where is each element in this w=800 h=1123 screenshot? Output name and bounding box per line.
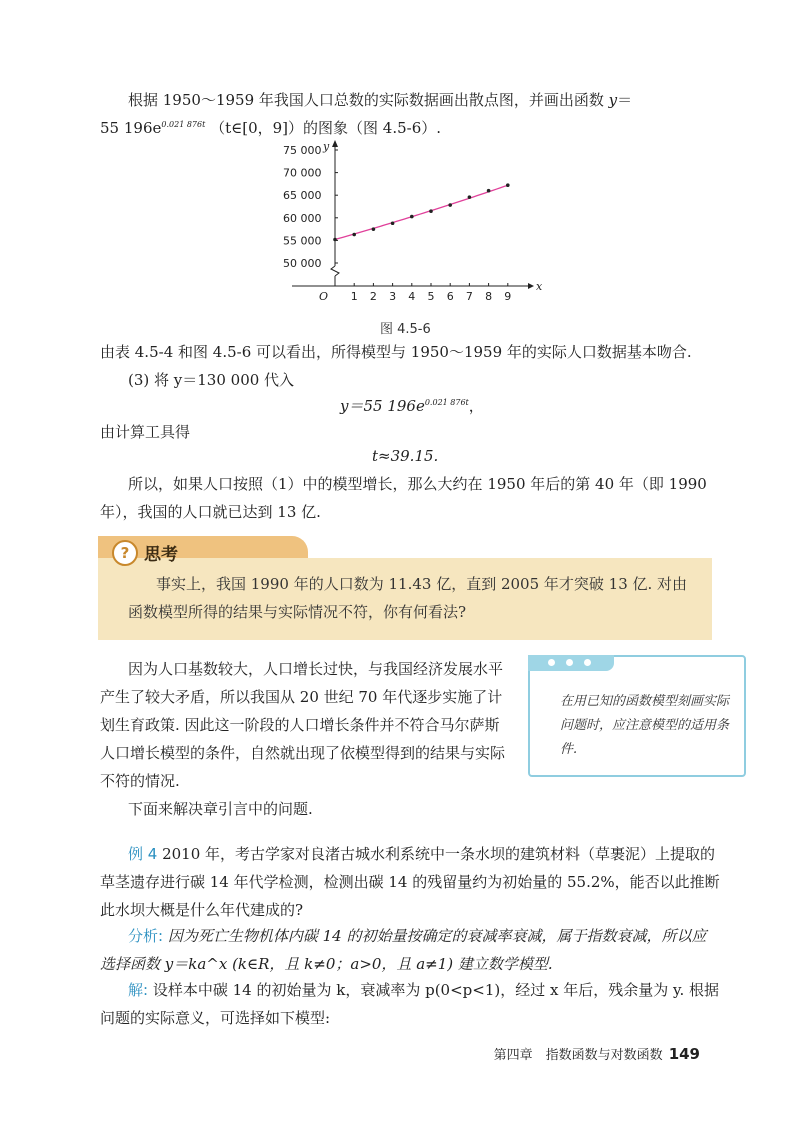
y-tick-label: 70 000 [283,166,322,180]
population-scatter-chart [280,140,543,310]
intro-y: y [608,91,618,109]
intro-line2 [100,114,441,142]
y-tick-label: 65 000 [283,189,322,203]
example4-paragraph [100,840,720,924]
step3-line: (3) 将 y＝130 000 代入 [128,371,295,389]
solution-label: 解: [128,981,149,999]
data-point [487,189,491,193]
data-point [410,215,414,219]
data-point [429,209,433,213]
data-point [506,183,510,187]
so-paragraph: 所以，如果人口按照（1）中的模型增长，那么大约在 1950 年后的第 40 年（即 1990 年），我国的人口就已达到 13 亿. [100,475,707,521]
note-dot-icon [548,659,555,666]
page-footer [494,1044,700,1063]
analysis-label: 分析: [128,927,164,945]
y-axis-label: y [323,140,330,153]
y-tick-label: 50 000 [283,257,322,270]
step3-eq-exp: 0.021 876t [424,398,469,407]
x-tick-label: 2 [369,290,377,303]
side-note-text: 在用已知的函数模型刻画实际问题时，应注意模型的适用条件. [560,694,730,757]
data-point [448,203,452,207]
result-line: t≈39.15. [372,447,439,465]
explain-paragraph: 因为人口基数较大，人口增长过快，与我国经济发展水平产生了较大矛盾，所以我国从 20 世纪 70 年代逐步实施了计划生育政策. 因此这一阶段的人口增长条件并不符合马尔萨斯人口增长模型的条件，自然就出现了依模型得到的结果与实际不符的情况. [100,660,506,790]
step3-eq-end: ， [468,397,484,415]
origin-label: O [319,290,329,303]
intro-paragraph [128,86,718,114]
intro-rest: （t∈[0，9]）的图象（图 4.5-6）. [210,119,442,137]
analysis-text: 因为死亡生物机体内碳 14 的初始量按确定的衰减率衰减，属于指数衰减，所以应选择函数 y＝ka^x (k∈R，且 k≠0；a>0，且 a≠1) 建立数学模型. [100,927,707,973]
solution-text: 设样本中碳 14 的初始量为 k，衰减率为 p(0<p<1)，经过 x 年后，残余量为 y. 根据问题的实际意义，可选择如下模型: [100,981,720,1027]
question-icon: ? [112,540,138,566]
data-point [372,227,376,231]
intro-base: 55 196e [100,119,162,137]
x-tick-label: 7 [465,290,473,303]
example4-label: 例 4 [128,845,158,863]
analysis-paragraph [100,922,720,978]
solution-paragraph [100,976,720,1032]
x-tick-label: 3 [389,290,397,303]
page-number: 149 [668,1045,700,1063]
note-dot-icon [584,659,591,666]
intro-eq: ＝ [617,91,633,109]
chapter-title: 第四章 指数函数与对数函数 [493,1048,663,1063]
figure-caption: 图 4.5-6 [380,322,431,337]
example4-text: 2010 年，考古学家对良渚古城水利系统中一条水坝的建筑材料（草裹泥）上提取的草茎遗存进行碳 14 年代学检测，检测出碳 14 的残留量约为初始量的 55.2%，能否以此推断此水坝大概是什么年代建成的? [100,845,720,919]
data-point [333,238,337,242]
think-title: 思考 [144,545,178,565]
think-text: 事实上，我国 1990 年的人口数为 11.43 亿，直到 2005 年才突破 13 亿. 对由函数模型所得的结果与实际情况不符，你有何看法? [128,575,688,621]
x-tick-label: 6 [446,290,454,303]
data-point [468,195,472,199]
y-tick-label: 75 000 [283,144,322,157]
x-tick-label: 1 [350,290,358,303]
y-axis-break [331,266,339,276]
x-tick-label: 4 [408,290,416,303]
note-dot-icon [566,659,573,666]
conclusion-text: 由表 4.5-4 和图 4.5-6 可以看出，所得模型与 1950～1959 年的实际人口数据基本吻合. [100,343,692,361]
y-axis-arrow [332,140,338,147]
data-point [352,233,356,237]
x-axis-arrow [528,283,534,289]
y-tick-label: 60 000 [283,211,322,225]
step3-equation [340,392,484,420]
data-point [391,221,395,225]
x-tick-label: 9 [504,290,512,303]
x-axis-label: x [536,280,543,293]
next-line: 下面来解决章引言中的问题. [128,800,313,818]
intro-exp: 0.021 876t [161,120,206,129]
intro-line1: 根据 1950～1959 年我国人口总数的实际数据画出散点图，并画出函数 [128,91,604,109]
x-tick-label: 8 [485,290,493,303]
x-tick-label: 5 [427,290,435,303]
model-curve [335,185,508,239]
step3-eq-base: y＝55 196e [340,397,425,415]
y-tick-label: 55 000 [283,234,322,248]
tool-line: 由计算工具得 [100,423,191,441]
